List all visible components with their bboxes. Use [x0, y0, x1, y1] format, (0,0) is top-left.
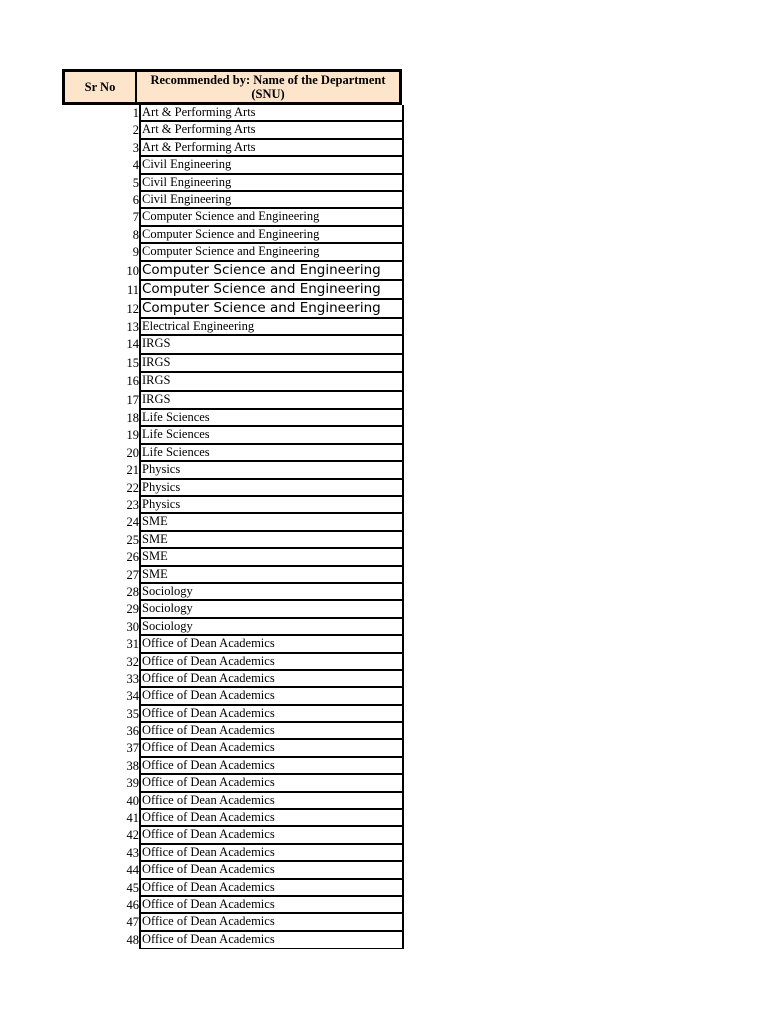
table-row	[62, 427, 404, 444]
department-cell[interactable]: Art & Performing Arts	[139, 122, 404, 139]
table-row	[62, 157, 404, 174]
sr-no-cell[interactable]: 20	[126, 445, 139, 460]
department-cell[interactable]: Computer Science and Engineering	[139, 227, 404, 244]
sr-no-cell[interactable]: 4	[132, 158, 139, 173]
department-cell[interactable]: Computer Science and Engineering	[139, 300, 404, 319]
department-cell[interactable]: Office of Dean Academics	[139, 636, 404, 653]
department-cell[interactable]: Sociology	[139, 601, 404, 618]
table-row	[62, 914, 404, 931]
department-cell[interactable]: Office of Dean Academics	[139, 688, 404, 705]
table-row	[62, 549, 404, 566]
sr-no-cell[interactable]: 21	[126, 463, 139, 478]
sr-no-cell[interactable]: 18	[126, 411, 139, 426]
table-row	[62, 480, 404, 497]
sr-no-cell[interactable]: 14	[126, 337, 139, 352]
table-row	[62, 636, 404, 653]
table-row	[62, 671, 404, 688]
department-cell[interactable]: IRGS	[139, 373, 404, 391]
department-cell[interactable]: Sociology	[139, 619, 404, 636]
table-row	[62, 793, 404, 810]
table-row	[62, 567, 404, 584]
table-row	[62, 827, 404, 844]
sr-no-cell[interactable]: 47	[126, 915, 139, 930]
department-cell[interactable]: IRGS	[139, 355, 404, 373]
sr-no-cell[interactable]: 46	[126, 897, 139, 912]
header-sr-no[interactable]: Sr No	[62, 69, 136, 105]
department-cell[interactable]: Life Sciences	[139, 445, 404, 462]
sr-no-cell[interactable]: 13	[126, 320, 139, 335]
department-cell[interactable]: Office of Dean Academics	[139, 845, 404, 862]
sr-no-cell[interactable]: 25	[126, 532, 139, 547]
table-row	[62, 688, 404, 705]
department-cell[interactable]: Life Sciences	[139, 427, 404, 444]
department-cell[interactable]: Office of Dean Academics	[139, 862, 404, 879]
sr-no-cell[interactable]: 42	[126, 828, 139, 843]
sr-no-cell[interactable]: 28	[126, 584, 139, 599]
department-cell[interactable]: Civil Engineering	[139, 157, 404, 174]
sr-no-cell[interactable]: 41	[126, 811, 139, 826]
table-row	[62, 897, 404, 914]
sr-no-cell[interactable]: 11	[126, 282, 139, 297]
sr-no-cell[interactable]: 44	[126, 863, 139, 878]
table-row	[62, 880, 404, 897]
sr-no-cell[interactable]: 37	[126, 741, 139, 756]
table-row	[62, 122, 404, 139]
table-row	[62, 932, 404, 949]
sr-no-cell[interactable]: 40	[126, 793, 139, 808]
table-row	[62, 445, 404, 462]
sr-no-cell[interactable]: 24	[126, 515, 139, 530]
table-body	[62, 105, 404, 949]
header-department[interactable]: Recommended by: Name of the Department (SNU)	[136, 69, 402, 105]
department-cell[interactable]: Office of Dean Academics	[139, 671, 404, 688]
department-cell[interactable]: Computer Science and Engineering	[139, 244, 404, 261]
table-row	[62, 862, 404, 879]
sr-no-cell[interactable]: 10	[126, 263, 139, 278]
department-cell[interactable]: SME	[139, 549, 404, 566]
department-cell[interactable]: Computer Science and Engineering	[139, 281, 404, 300]
table-row	[62, 740, 404, 757]
department-cell[interactable]: Physics	[139, 497, 404, 514]
department-cell[interactable]: SME	[139, 532, 404, 549]
table-row	[62, 300, 404, 319]
table-row	[62, 140, 404, 157]
table-row	[62, 619, 404, 636]
sr-no-cell[interactable]: 45	[126, 880, 139, 895]
table-row	[62, 392, 404, 410]
sr-no-cell[interactable]: 3	[132, 140, 139, 155]
sr-no-cell[interactable]: 48	[126, 932, 139, 947]
sr-no-cell[interactable]: 15	[126, 355, 139, 370]
department-cell[interactable]: IRGS	[139, 392, 404, 410]
table-row	[62, 410, 404, 427]
sr-no-cell[interactable]: 2	[132, 123, 139, 138]
sr-no-cell[interactable]: 30	[126, 619, 139, 634]
department-cell[interactable]: Office of Dean Academics	[139, 880, 404, 897]
sr-no-cell[interactable]: 23	[126, 497, 139, 512]
sr-no-cell[interactable]: 29	[126, 602, 139, 617]
sr-no-cell[interactable]: 26	[126, 550, 139, 565]
sr-no-cell[interactable]: 8	[132, 227, 139, 242]
sr-no-cell[interactable]: 5	[132, 175, 139, 190]
table-row	[62, 723, 404, 740]
table-row	[62, 601, 404, 618]
department-cell[interactable]: SME	[139, 514, 404, 531]
sr-no-cell[interactable]: 33	[126, 671, 139, 686]
department-cell[interactable]: Sociology	[139, 584, 404, 601]
table-row	[62, 514, 404, 531]
table-row	[62, 192, 404, 209]
department-cell[interactable]: Office of Dean Academics	[139, 932, 404, 949]
table-row	[62, 281, 404, 300]
table-row	[62, 262, 404, 281]
department-cell[interactable]: Civil Engineering	[139, 175, 404, 192]
department-cell[interactable]: Physics	[139, 462, 404, 479]
sr-no-cell[interactable]: 39	[126, 776, 139, 791]
table-row	[62, 810, 404, 827]
sr-no-cell[interactable]: 9	[132, 245, 139, 260]
sr-no-cell[interactable]: 16	[126, 374, 139, 389]
table-row	[62, 373, 404, 391]
department-cell[interactable]: Life Sciences	[139, 410, 404, 427]
sr-no-cell[interactable]: 17	[126, 392, 139, 407]
department-cell[interactable]: Office of Dean Academics	[139, 914, 404, 931]
table-row	[62, 584, 404, 601]
sr-no-cell[interactable]: 27	[126, 567, 139, 582]
sr-no-cell[interactable]: 38	[126, 758, 139, 773]
table-row	[62, 209, 404, 226]
table-row	[62, 532, 404, 549]
table-row	[62, 336, 404, 354]
department-cell[interactable]: Art & Performing Arts	[139, 140, 404, 157]
sr-no-cell[interactable]: 34	[126, 689, 139, 704]
department-cell[interactable]: Office of Dean Academics	[139, 793, 404, 810]
department-table	[62, 69, 404, 949]
department-cell[interactable]: Office of Dean Academics	[139, 758, 404, 775]
table-row	[62, 497, 404, 514]
department-cell[interactable]: Office of Dean Academics	[139, 775, 404, 792]
table-row	[62, 244, 404, 261]
table-row	[62, 227, 404, 244]
table-row	[62, 845, 404, 862]
department-cell[interactable]: Art & Performing Arts	[139, 105, 404, 122]
department-cell[interactable]: IRGS	[139, 336, 404, 354]
department-cell[interactable]: Computer Science and Engineering	[139, 209, 404, 226]
sr-no-cell[interactable]: 36	[126, 724, 139, 739]
sr-no-cell[interactable]: 19	[126, 428, 139, 443]
department-cell[interactable]: Office of Dean Academics	[139, 897, 404, 914]
sr-no-cell[interactable]: 43	[126, 845, 139, 860]
department-cell[interactable]: Office of Dean Academics	[139, 740, 404, 757]
table-row	[62, 175, 404, 192]
department-cell[interactable]: Office of Dean Academics	[139, 654, 404, 671]
sr-no-cell[interactable]: 32	[126, 654, 139, 669]
table-row	[62, 654, 404, 671]
department-cell[interactable]: Computer Science and Engineering	[139, 262, 404, 281]
department-cell[interactable]: Office of Dean Academics	[139, 723, 404, 740]
department-cell[interactable]: Electrical Engineering	[139, 319, 404, 336]
sr-no-cell[interactable]: 35	[126, 706, 139, 721]
department-cell[interactable]: Office of Dean Academics	[139, 706, 404, 723]
table-row	[62, 775, 404, 792]
sr-no-cell[interactable]: 6	[132, 192, 139, 207]
table-row	[62, 319, 404, 336]
table-row	[62, 462, 404, 479]
department-cell[interactable]: Physics	[139, 480, 404, 497]
department-cell[interactable]: Office of Dean Academics	[139, 827, 404, 844]
sr-no-cell[interactable]: 1	[132, 106, 139, 120]
sr-no-cell[interactable]: 12	[126, 301, 139, 316]
department-cell[interactable]: Office of Dean Academics	[139, 810, 404, 827]
sr-no-cell[interactable]: 31	[126, 637, 139, 652]
department-cell[interactable]: Civil Engineering	[139, 192, 404, 209]
sr-no-cell[interactable]: 7	[132, 210, 139, 225]
table-row	[62, 355, 404, 373]
table-row	[62, 706, 404, 723]
sr-no-cell[interactable]: 22	[126, 480, 139, 495]
table-row	[62, 105, 404, 122]
table-row	[62, 758, 404, 775]
department-cell[interactable]: SME	[139, 567, 404, 584]
table-header	[62, 69, 404, 105]
